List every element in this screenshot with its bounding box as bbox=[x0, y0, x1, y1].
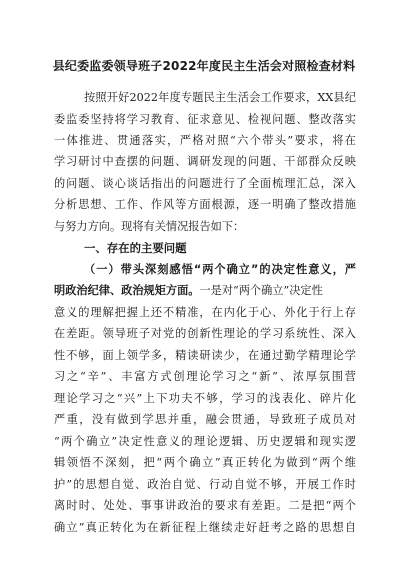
subsection-heading-end: 明政治纪律、政治规矩方面。 bbox=[54, 284, 200, 297]
intro-line: 与努力方向。现将有关情况报告如下： bbox=[54, 220, 245, 233]
section-heading: 一、存在的主要问题 bbox=[84, 241, 187, 255]
body-line: 严重，没有做到学思并重，融会贯通，导致班子成员对 bbox=[54, 413, 356, 426]
body-line: 辑领悟不深刻，把“两个确立”真正转化为做到“两个维 bbox=[54, 456, 356, 469]
body-line: “两个确立”决定性意义的理论逻辑、历史逻辑和现实逻 bbox=[54, 435, 356, 448]
body-line: 理论学习之“兴”上下功夫不够，学习的浅表化、碎片化 bbox=[54, 392, 356, 405]
body-line: 习之“辛”、丰富方式创理论学习之“新”、浓厚氛围营 bbox=[54, 370, 356, 383]
intro-line: 分析思想、工作、作风等方面根源，逐一明确了整改措施 bbox=[54, 198, 356, 211]
body-line: 确立”真正转化为在新征程上继续走好赶考之路的思想自 bbox=[54, 521, 356, 534]
body-text-start: 一是对“两个确立”决定性 bbox=[199, 284, 323, 297]
body-line: 性不够，面上领学多，精读研读少，在通过勤学精理论学 bbox=[54, 349, 356, 362]
body-line: 在差距。领导班子对党的创新性理论的学习系统性、深入 bbox=[54, 327, 356, 340]
intro-line: 一体推进、贯通落实，严格对照“六个带头”要求，将在 bbox=[54, 134, 356, 147]
intro-line: 的问题、谈心谈话指出的问题进行了全面梳理汇总，深入 bbox=[54, 177, 356, 190]
subsection-heading: （一）带头深刻感悟“两个确立”的决定性意义，严 bbox=[84, 263, 356, 276]
body-line: 意义的理解把握上还不精准，在内化于心、外化于行上存 bbox=[54, 306, 356, 319]
intro-line: 学习研讨中查摆的问题、调研发现的问题、干部群众反映 bbox=[54, 155, 356, 168]
subsection-heading-continuation bbox=[54, 284, 356, 298]
body-line: 离时时、处处、事事讲政治的要求有差距。二是把“两个 bbox=[54, 499, 356, 512]
intro-line: 按照开好2022年度专题民主生活会工作要求，XX县纪 bbox=[84, 91, 356, 104]
intro-line: 委监委坚持将学习教育、征求意见、检视问题、整改落实 bbox=[54, 113, 356, 126]
body-line: 护”的思想自觉、政治自觉、行动自觉不够，开展工作时 bbox=[54, 478, 356, 491]
document-title: 县纪委监委领导班子2022年度民主生活会对照检查材料 bbox=[52, 59, 356, 73]
